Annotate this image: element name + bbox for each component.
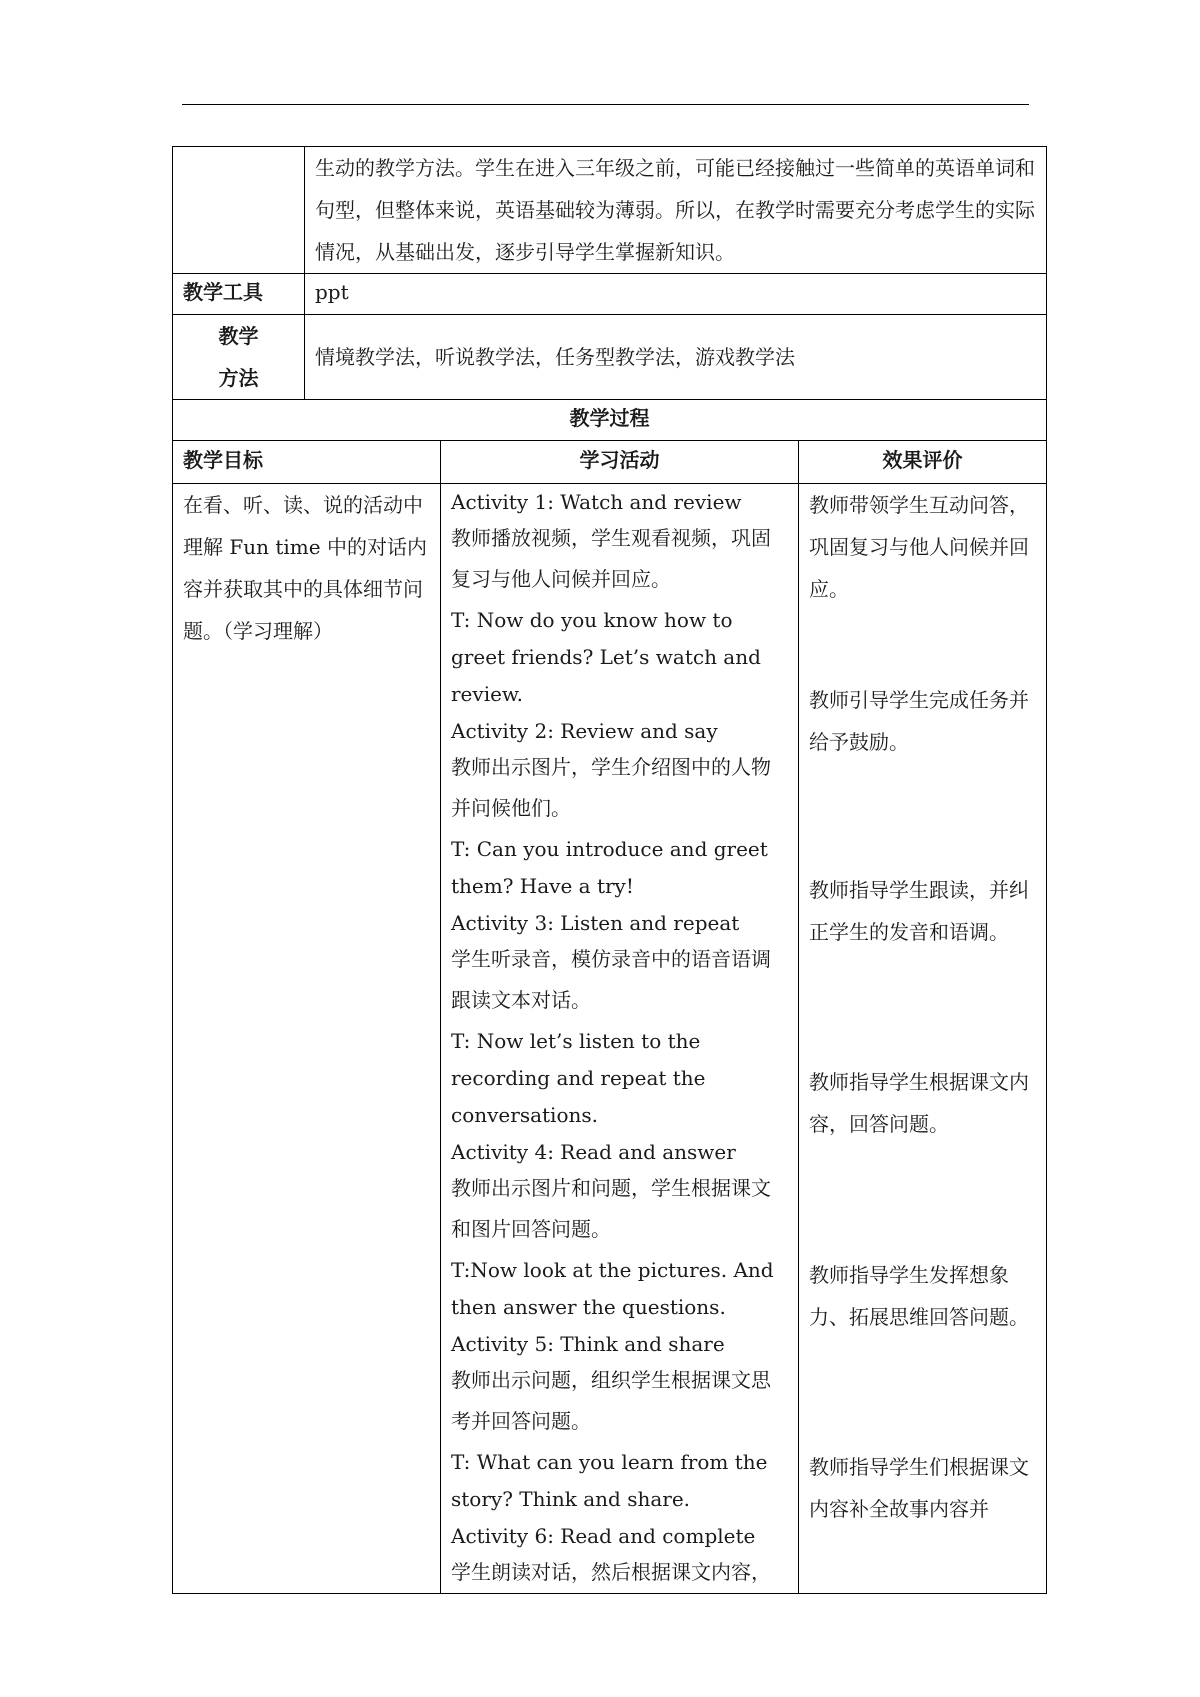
methods-row [173,315,1047,400]
goal-text: 在看、听、读、说的活动中理解 Fun time 中的对话内容并获取其中的具体细节问题。（学习理解） [173,484,441,1594]
methods-label-line2: 方法 [218,366,259,390]
activity-block-1 [451,486,788,713]
activity-teacher-line: T: Now do you know how to greet friends? Let’s watch and review. [451,608,761,706]
activity-description: 教师出示问题，组织学生根据课文思考并回答问题。 [451,1368,771,1433]
evaluation-cell [799,484,1047,1594]
process-body-row [173,484,1047,1594]
activity-teacher-line: T: What can you learn from the story? Think and share. [451,1450,768,1511]
column-header-row [173,441,1047,484]
activity-description: 教师出示图片，学生介绍图中的人物并问候他们。 [451,755,771,820]
activity-title: Activity 2: Review and say [451,719,718,743]
activity-description: 学生朗读对话，然后根据课文内容， [451,1560,771,1584]
process-title: 教学过程 [173,400,1047,441]
lesson-plan-table [172,146,1047,1594]
activity-title: Activity 6: Read and complete [451,1524,756,1548]
column-header-goal: 教学目标 [173,441,441,484]
evaluation-2: 教师引导学生完成任务并给予鼓励。 [809,688,1029,754]
intro-label-cell [173,147,305,274]
evaluation-6: 教师指导学生们根据课文内容补全故事内容并 [809,1455,1029,1521]
column-header-activity: 学习活动 [441,441,799,484]
activity-cell [441,484,799,1594]
evaluation-1: 教师带领学生互动问答，巩固复习与他人问候并回应。 [809,493,1029,601]
methods-label-line1: 教学 [218,324,259,348]
activity-block-6 [451,1520,788,1593]
activity-title: Activity 5: Think and share [451,1332,725,1356]
tools-label: 教学工具 [173,274,305,315]
intro-row [173,147,1047,274]
methods-value: 情境教学法，听说教学法，任务型教学法，游戏教学法 [305,315,1047,400]
activity-teacher-line: T: Now let’s listen to the recording and repeat the conversations. [451,1029,706,1127]
intro-text: 生动的教学方法。学生在进入三年级之前，可能已经接触过一些简单的英语单词和句型，但整体来说，英语基础较为薄弱。所以，在教学时需要充分考虑学生的实际情况，从基础出发，逐步引导学生掌握新知识。 [305,147,1047,274]
evaluation-5: 教师指导学生发挥想象力、拓展思维回答问题。 [809,1263,1029,1329]
activity-description: 教师播放视频，学生观看视频，巩固复习与他人问候并回应。 [451,526,771,591]
tools-value: ppt [305,274,1047,315]
header-rule [182,104,1029,105]
activity-teacher-line: T: Can you introduce and greet them? Have a try! [451,837,768,898]
methods-label [173,315,305,400]
process-title-row [173,400,1047,441]
activity-description: 学生听录音，模仿录音中的语音语调跟读文本对话。 [451,947,771,1012]
column-header-evaluation: 效果评价 [799,441,1047,484]
activity-description: 教师出示图片和问题，学生根据课文和图片回答问题。 [451,1176,771,1241]
activity-block-4 [451,1136,788,1326]
activity-title: Activity 4: Read and answer [451,1140,736,1164]
activity-block-5 [451,1328,788,1518]
evaluation-3: 教师指导学生跟读，并纠正学生的发音和语调。 [809,878,1029,944]
activity-title: Activity 1: Watch and review [451,490,742,514]
activity-teacher-line: T:Now look at the pictures. And then answer the questions. [451,1258,774,1319]
tools-row [173,274,1047,315]
evaluation-4: 教师指导学生根据课文内容，回答问题。 [809,1070,1029,1136]
activity-block-3 [451,907,788,1134]
activity-title: Activity 3: Listen and repeat [451,911,740,935]
activity-block-2 [451,715,788,905]
